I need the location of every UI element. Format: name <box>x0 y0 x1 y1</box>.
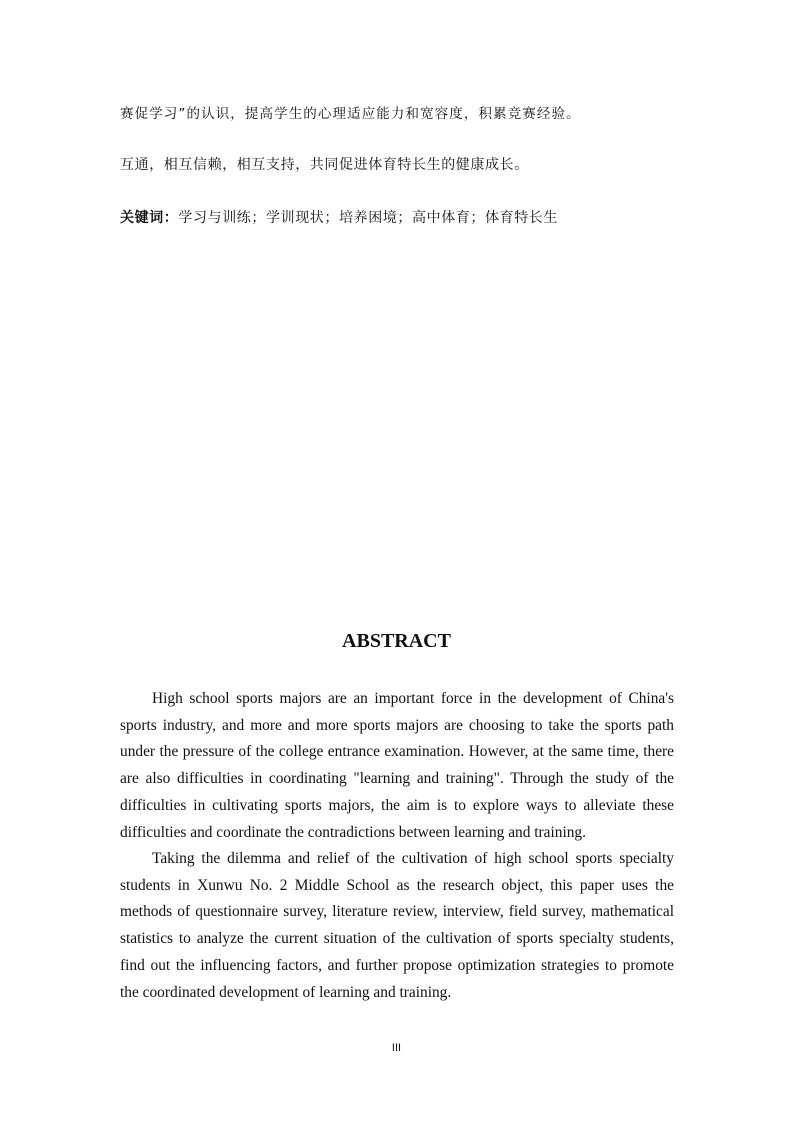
keywords-list: 学习与训练；学训现状；培养困境；高中体育；体育特长生 <box>178 210 559 226</box>
chinese-text-line-2: 互通，相互信赖，相互支持，共同促进体育特长生的健康成长。 <box>120 157 529 173</box>
keywords-line <box>120 207 558 227</box>
abstract-paragraph-1 <box>120 686 674 846</box>
abstract-paragraph-2-text: Taking the dilemma and relief of the cultivation of high school sports specialty students in Xunwu No. 2 Middle School as the research object, this paper uses the methods of questionnaire survey, literature review, interview, field survey, mathematical statistics to analyze the current situation of the cultivation of sports specialty students, find out the influencing factors, and further propose optimization strategies to promote the coordinated development of learning and training. <box>120 850 674 1001</box>
page-number: III <box>391 1042 402 1054</box>
chinese-text-line-1: 赛促学习”的认识，提高学生的心理适应能力和宽容度，积累竞赛经验。 <box>120 106 581 122</box>
abstract-title: ABSTRACT <box>342 630 451 652</box>
abstract-paragraph-1-text: High school sports majors are an important force in the development of China's sports industry, and more and more sports majors are choosing to take the sports path under the pressure of the college entrance examination. However, at the same time, there are also difficulties in coordinating "learning and training". Through the study of the difficulties in cultivating sports majors, the aim is to explore ways to alleviate these difficulties and coordinate the contradictions between learning and training. <box>120 690 674 841</box>
keywords-label: 关键词： <box>120 210 179 226</box>
abstract-paragraph-2 <box>120 846 674 1006</box>
